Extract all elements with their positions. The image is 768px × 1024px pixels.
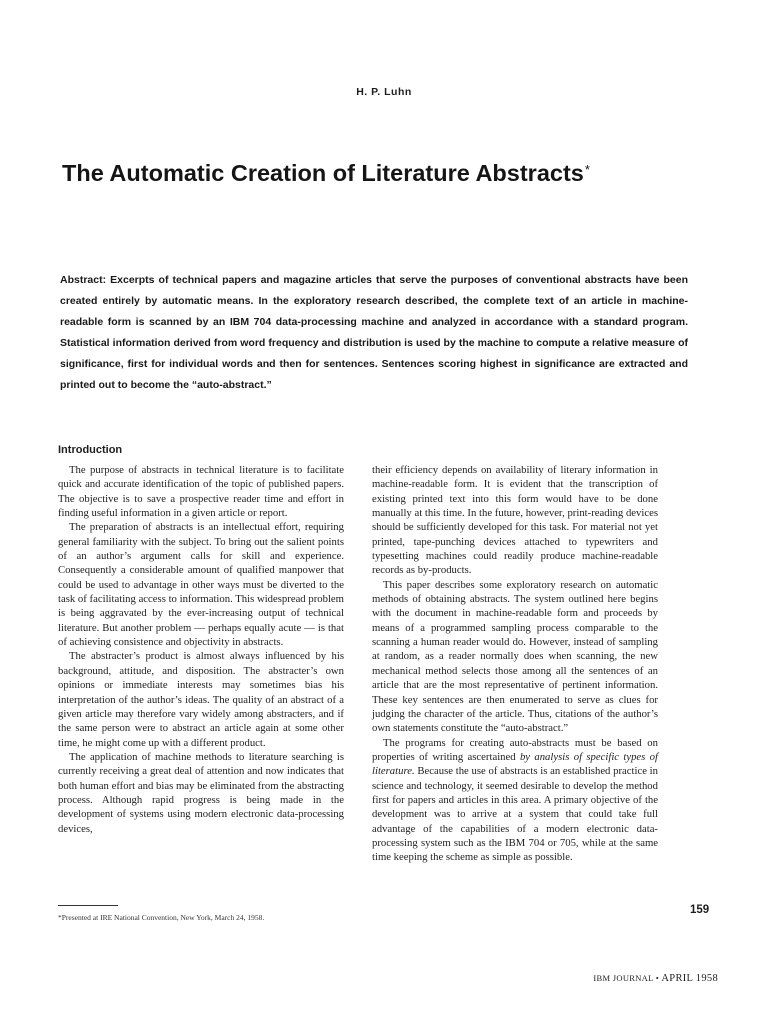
paragraph-text: Because the use of abstracts is an established practice in science and technology, it seemed desirable to develop the method first for papers and articles in this area. A primary objective of the development was to arrive at a system that could take full advantage of the capabilities of a modern electronic data-processing system such as the IBM 704 or 705, while at the same time keeping the scheme as simple as possible.	[372, 765, 658, 864]
paragraph: This paper describes some exploratory research on automatic methods of obtaining abstracts. The system outlined here begins with the document in machine-readable form and proceeds by means of a programmed sampling process comparable to the scanning a human reader would do. However, instead of sampling at random, as a reader normally does when scanning, the new mechanical method selects those among all the sentences of an article that are the most representative of pertinent information. These key sentences are then enumerated to serve as clues for judging the character of the article. Thus, citations of the author’s own statements constitute the “auto-abstract.”	[372, 578, 658, 735]
journal-footer	[0, 973, 718, 984]
journal-name: IBM JOURNAL	[593, 973, 654, 983]
paragraph: The application of machine methods to literature searching is currently receiving a great deal of attention and now indicates that both human effort and bias may be eliminated from the abstracting process. Although rapid progress is being made in the development of systems using modern electronic data-processing devices,	[58, 750, 344, 835]
paragraph	[372, 736, 658, 865]
paragraph: The purpose of abstracts in technical literature is to facilitate quick and accurate identification of the topic of published papers. The objective is to save a prospective reader time and effort in finding useful information in a given article or report.	[58, 464, 344, 520]
page-number: 159	[690, 904, 710, 916]
right-column	[372, 463, 658, 865]
paragraph-text: The programs for creating auto-abstracts must be based on properties of writing ascertained	[372, 736, 658, 763]
footnote: *Presented at IRE National Convention, New York, March 24, 1958.	[58, 913, 265, 922]
author-name: H. P. Luhn	[356, 86, 412, 98]
section-heading: Introduction	[58, 444, 123, 456]
journal-date: APRIL 1958	[661, 973, 718, 984]
abstract-text: Abstract: Excerpts of technical papers and magazine articles that serve the purposes of conventional abstracts have been created entirely by automatic means. In the exploratory research described, the complete text of an article in machine-readable form is scanned by an IBM 704 data-processing machine and analyzed in accordance with a standard program. Statistical information derived from word frequency and distribution is used by the machine to compute a relative measure of significance, first for individual words and then for sentences. Sentences scoring highest in significance are extracted and printed out to become the “auto-abstract.”	[60, 274, 688, 391]
title-footnote-mark: *	[584, 162, 590, 177]
article-title	[62, 160, 590, 187]
journal-separator: •	[653, 973, 662, 983]
paragraph: The abstracter’s product is almost always influenced by his background, attitude, and disposition. The abstracter’s own opinions or immediate interests may sometimes bias his interpretation of the author’s ideas. The quality of an abstract of a given article may therefore vary widely among abstracters, and if the same person were to abstract an article again at some other time, he might come up with a different product.	[58, 650, 344, 749]
paragraph: their efficiency depends on availability of literary information in machine-readable form. It is evident that the transcription of existing printed text into this form would have to be done manually at this time. In the future, however, print-reading devices should be sufficiently developed for this task. For material not yet printed, tape-punching devices attached to typewriters and typesetting machines could readily produce machine-readable records as by-products.	[372, 464, 658, 577]
emphasis-text: by analysis of specific types of literature.	[372, 750, 658, 778]
footnote-divider	[58, 905, 118, 906]
paragraph: The preparation of abstracts is an intellectual effort, requiring general familiarity with the subject. To bring out the salient points of an author’s argument calls for skill and experience. Consequently a considerable amount of qualified manpower that could be used to advantage in other ways must be diverted to the task of facilitating access to information. This widespread problem is being aggravated by the ever-increasing output of technical literature. But another problem — perhaps equally acute — is that of achieving consistence and objectivity in abstracts.	[58, 521, 344, 649]
left-column	[58, 463, 344, 836]
title-text: The Automatic Creation of Literature Abstracts	[62, 160, 584, 186]
